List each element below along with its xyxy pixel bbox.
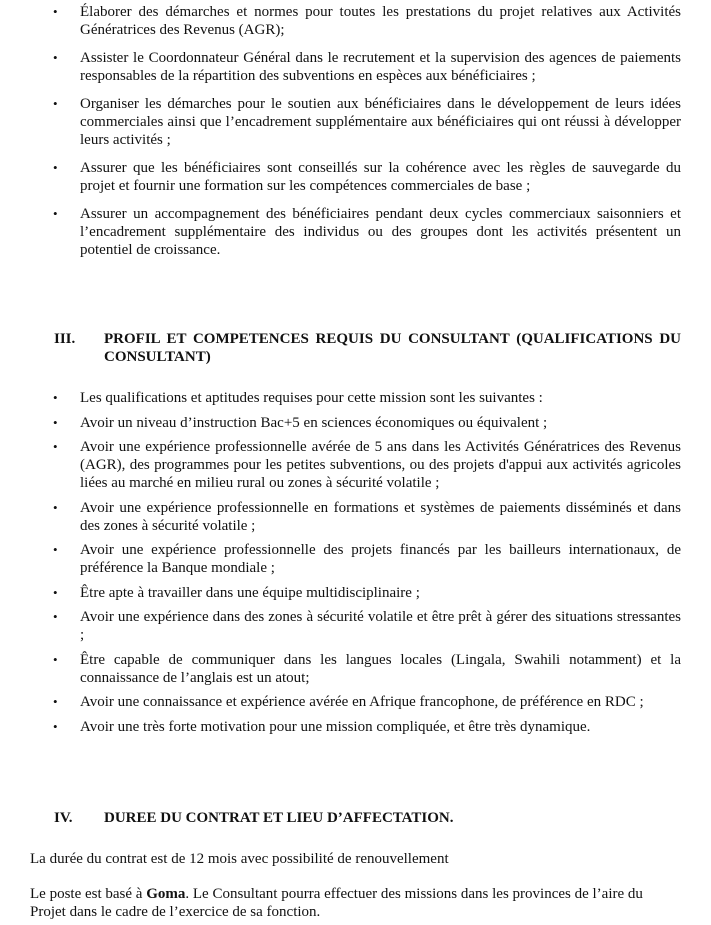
list-item-text: Avoir une expérience professionnelle des projets financés par les bailleurs internationaux, de préférence la Banque mondiale ; [80,542,681,576]
list-item-text: Être apte à travailler dans une équipe multidisciplinaire ; [80,584,420,601]
bullet-icon: • [53,439,58,454]
bullet-icon: • [53,390,58,405]
bullet-icon: • [53,609,58,624]
list-item-text: Assister le Coordonnateur Général dans le recrutement et la supervision des agences de paiements responsables de la répartition des subventions en espèces aux bénéficiaires ; [80,50,681,84]
list-item-text: Assurer un accompagnement des bénéficiaires pendant deux cycles commerciaux saisonniers et l’encadrement supplémentaire des individus ou des groupes dont les activités présentent un potentiel de croissance. [80,206,681,258]
location-paragraph [30,885,681,921]
contract-duration-paragraph: La durée du contrat est de 12 mois avec possibilité de renouvellement [30,851,449,867]
bullet-icon: • [53,584,58,600]
section-number: III. [54,331,76,347]
list-item-text: Les qualifications et aptitudes requises pour cette mission sont les suivantes : [80,390,543,406]
section-title: DUREE DU CONTRAT ET LIEU D’AFFECTATION. [104,810,454,826]
list-item [0,499,711,535]
list-item-text: Être capable de communiquer dans les langues locales (Lingala, Swahili notamment) et la connaissance de l’anglais est un atout; [80,651,681,686]
list-item [0,3,711,39]
bullet-icon: • [53,542,58,557]
bullet-icon: • [53,160,58,175]
list-item-text: Avoir une expérience professionnelle en formations et systèmes de paiements disséminés et dans des zones à sécurité volatile ; [80,499,681,534]
section-heading-contract [54,809,681,827]
bullet-icon: • [53,718,58,734]
list-item [0,95,711,149]
list-item-text: Avoir une connaissance et expérience avérée en Afrique francophone, de préférence en RDC ; [80,694,644,710]
list-item [0,651,711,687]
location-text-after: . Le Consultant pourra effectuer des missions dans les provinces de l’aire du Projet dans le cadre de l’exercice de sa fonction. [30,886,643,920]
location-city: Goma [146,886,186,902]
list-item [0,584,711,602]
location-text-before: Le poste est basé à [30,886,147,902]
list-item-text: Élaborer des démarches et normes pour toutes les prestations du projet relatives aux Activités Génératrices des Revenus (AGR); [80,4,681,38]
list-item-text: Avoir une expérience dans des zones à sécurité volatile et être prêt à gérer des situations stressantes ; [80,609,681,643]
bullet-icon: • [53,694,58,709]
bullet-icon: • [53,651,58,667]
list-item-text: Assurer que les bénéficiaires sont conseillés sur la cohérence avec les règles de sauvegarde du projet et fournir une formation sur les compétences commerciales de base ; [80,160,681,194]
list-item [0,49,711,85]
bullet-icon: • [53,499,58,515]
section-heading-profile [54,330,681,366]
list-item [0,608,711,644]
responsibilities-list [0,3,711,269]
list-item [0,389,711,407]
bullet-icon: • [53,4,58,19]
list-item-text: Avoir un niveau d’instruction Bac+5 en sciences économiques ou équivalent ; [80,414,548,431]
list-item-text: Avoir une très forte motivation pour une mission compliquée, et être très dynamique. [80,718,591,735]
list-item [0,718,711,736]
qualifications-list [0,389,711,742]
list-item [0,693,711,711]
bullet-icon: • [53,96,58,111]
bullet-icon: • [53,50,58,65]
list-item [0,159,711,195]
section-title: PROFIL ET COMPETENCES REQUIS DU CONSULTANT (QUALIFICATIONS DU CONSULTANT) [104,331,681,365]
section-number: IV. [54,810,73,826]
list-item [0,438,711,492]
list-item [0,541,711,577]
list-item-text: Avoir une expérience professionnelle avérée de 5 ans dans les Activités Génératrices des Revenus (AGR), des programmes pour les petites subventions, ou des projets d'appui aux activités agricoles liées au marché en milieu rural ou zones à sécurité volatile ; [80,439,681,491]
bullet-icon: • [53,206,58,221]
bullet-icon: • [53,414,58,430]
list-item [0,414,711,432]
list-item-text: Organiser les démarches pour le soutien aux bénéficiaires dans le développement de leurs idées commerciales ainsi que l’encadrement supplémentaire aux bénéficiaires qui ont réussi à développer leurs activités ; [80,96,681,148]
list-item [0,205,711,259]
